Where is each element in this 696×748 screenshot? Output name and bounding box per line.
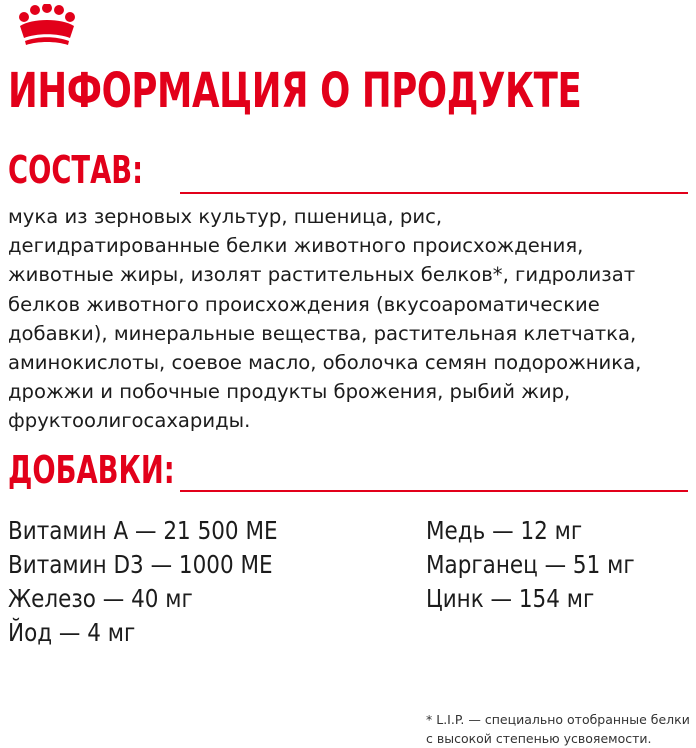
composition-heading: СОСТАВ: bbox=[8, 148, 144, 192]
footnote-line: с высокой степенью усвояемости. bbox=[426, 731, 652, 746]
additives-list-left bbox=[8, 514, 278, 650]
crown-icon bbox=[16, 4, 78, 46]
additives-heading: ДОБАВКИ: bbox=[8, 448, 175, 492]
footnote bbox=[426, 710, 690, 748]
footnote-line: * L.I.P. — специально отобранные белки bbox=[426, 712, 690, 727]
additive-item: Цинк — 154 мг bbox=[426, 584, 595, 613]
composition-text: мука из зерновых культур, пшеница, рис, дегидратированные белки животного происхождения, животные жиры, изолят растительных белков*, гидролизат белков животного происхождения (вкусоароматические добавки), минеральные вещества, растительная клетчатка, аминокислоты, соевое масло, оболочка семян подорожника, дрожжи и побочные продукты брожения, рыбий жир, фруктоолигосахариды. bbox=[8, 205, 642, 433]
additives-list-right bbox=[426, 514, 635, 616]
additive-item: Медь — 12 мг bbox=[426, 516, 583, 545]
additive-item: Витамин А — 21 500 МЕ bbox=[8, 516, 278, 545]
page-title: ИНФОРМАЦИЯ О ПРОДУКТЕ bbox=[8, 63, 582, 119]
composition-divider bbox=[180, 192, 688, 194]
additive-item: Железо — 40 мг bbox=[8, 584, 193, 613]
additive-item: Марганец — 51 мг bbox=[426, 550, 635, 579]
additive-item: Витамин D3 — 1000 МЕ bbox=[8, 550, 273, 579]
additives-divider bbox=[180, 490, 688, 492]
additive-item: Йод — 4 мг bbox=[8, 618, 136, 647]
